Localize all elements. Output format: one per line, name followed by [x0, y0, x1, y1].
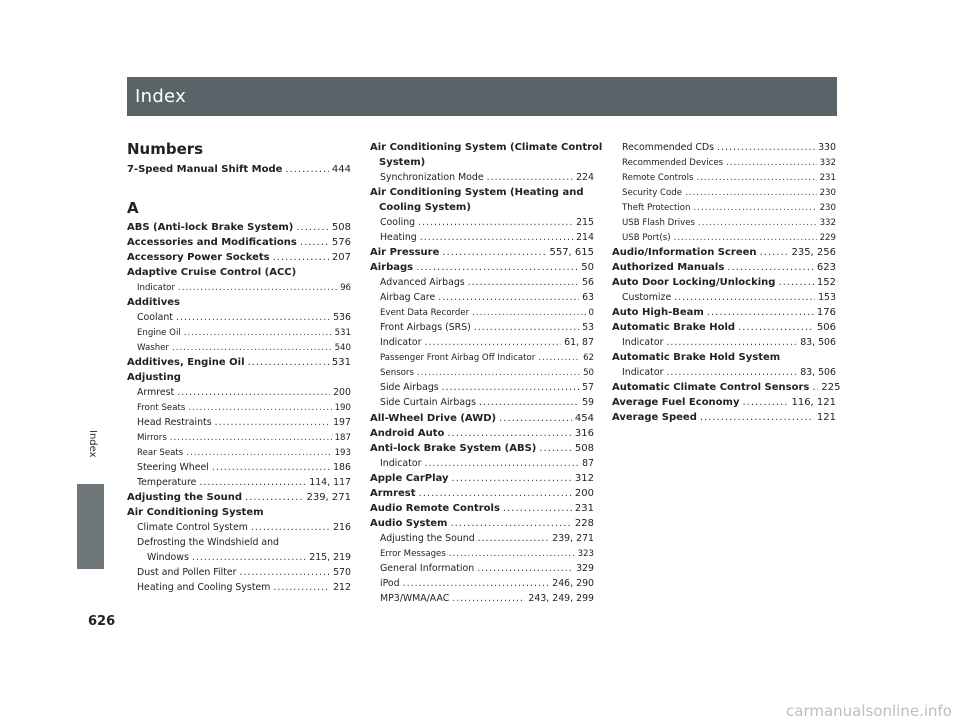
leader-dots [666, 336, 797, 350]
leader-dots [503, 502, 572, 516]
entry-label: Washer [137, 343, 169, 353]
entry-label: Armrest [370, 488, 416, 499]
section-heading-numbers: Numbers [127, 140, 204, 158]
entry-label: Recommended CDs [622, 142, 715, 153]
entry-label: Event Data Recorder [380, 308, 470, 318]
leader-dots [300, 236, 329, 250]
index-subentry[interactable] [380, 366, 594, 380]
entry-label: Front Airbags (SRS) [380, 322, 471, 333]
leader-dots [468, 276, 579, 290]
entry-label: Windows [147, 552, 189, 563]
index-subentry[interactable] [137, 581, 351, 595]
index-subentry[interactable] [622, 336, 836, 350]
entry-page: 536 [333, 312, 351, 323]
index-entry[interactable] [612, 396, 836, 410]
index-subentry[interactable] [137, 281, 351, 295]
entry-page: 332 [819, 158, 836, 168]
entry-label: Indicator [622, 337, 664, 348]
entry-page: 229 [819, 233, 836, 243]
index-entry[interactable] [127, 251, 351, 265]
entry-label: Automatic Climate Control Sensors [612, 382, 810, 393]
entry-page: 444 [331, 164, 351, 175]
index-entry[interactable] [370, 517, 594, 531]
leader-dots [416, 261, 578, 275]
entry-page: 557, 615 [549, 247, 594, 258]
entry-label: Temperature [137, 477, 197, 488]
index-heading: Additives [127, 297, 180, 308]
entry-page: 235, 256 [791, 247, 836, 258]
entry-page: 454 [574, 413, 594, 424]
entry-label: Rear Seats [137, 448, 184, 458]
entry-label: Synchronization Mode [380, 172, 484, 183]
index-subentry[interactable] [380, 562, 594, 576]
entry-page: 186 [333, 462, 351, 473]
leader-dots [447, 427, 572, 441]
leader-dots [172, 341, 332, 355]
entry-label: Theft Protection [622, 203, 691, 213]
index-subentry[interactable] [622, 156, 836, 170]
index-entry[interactable] [127, 356, 351, 370]
entry-page: 508 [331, 222, 351, 233]
leader-dots [738, 321, 814, 335]
leader-dots [538, 351, 580, 365]
entry-label: Coolant [137, 312, 173, 323]
entry-label: Accessory Power Sockets [127, 252, 270, 263]
index-subentry[interactable] [380, 381, 594, 395]
entry-page: 239, 271 [552, 533, 594, 544]
entry-page: 176 [816, 307, 836, 318]
leader-dots [188, 401, 331, 415]
index-subentry[interactable] [380, 321, 594, 335]
index-subentry[interactable] [137, 416, 351, 430]
index-subentry[interactable] [380, 291, 594, 305]
side-tab [77, 484, 104, 569]
leader-dots [479, 396, 579, 410]
entry-page: 231 [819, 173, 836, 183]
index-subentry[interactable] [380, 306, 594, 320]
entry-label: Airbags [370, 262, 414, 273]
index-entry[interactable] [612, 381, 841, 395]
leader-dots [674, 231, 817, 245]
leader-dots [420, 231, 573, 245]
entry-label: Mirrors [137, 433, 167, 443]
entry-label: Front Seats [137, 403, 186, 413]
leader-dots [452, 592, 525, 606]
index-subentry[interactable] [137, 446, 351, 460]
index-subentry[interactable] [137, 326, 351, 340]
page-title: Index [135, 86, 187, 107]
leader-dots [215, 416, 330, 430]
entry-page: 53 [582, 322, 594, 333]
leader-dots [418, 216, 573, 230]
index-entry[interactable] [370, 427, 594, 441]
index-subentry[interactable] [380, 577, 594, 591]
leader-dots [248, 356, 329, 370]
entry-page: 61, 87 [564, 337, 594, 348]
leader-dots [442, 381, 579, 395]
leader-dots [442, 246, 546, 260]
entry-label: Climate Control System [137, 522, 248, 533]
entry-label: Android Auto [370, 428, 445, 439]
leader-dots [539, 442, 572, 456]
leader-dots [477, 562, 573, 576]
entry-label: All-Wheel Drive (AWD) [370, 413, 497, 424]
entry-page: 215, 219 [309, 552, 351, 563]
entry-label: Automatic Brake Hold [612, 322, 736, 333]
leader-dots [438, 291, 579, 305]
leader-dots [273, 581, 330, 595]
index-subentry[interactable] [137, 431, 351, 445]
section-heading-a: A [127, 199, 139, 217]
index-entry[interactable] [612, 411, 836, 425]
entry-page: 508 [574, 443, 594, 454]
index-entry[interactable] [370, 472, 594, 486]
leader-dots [478, 532, 550, 546]
leader-dots [424, 457, 579, 471]
header-bar [127, 77, 837, 116]
index-heading: Air Conditioning System [127, 507, 264, 518]
entry-label: Engine Oil [137, 328, 181, 338]
entry-label: Armrest [137, 387, 175, 398]
entry-label: Dust and Pollen Filter [137, 567, 237, 578]
entry-label: Indicator [380, 337, 422, 348]
entry-page: 246, 290 [552, 578, 594, 589]
leader-dots [707, 306, 814, 320]
leader-dots [177, 386, 330, 400]
entry-label: USB Port(s) [622, 233, 671, 243]
entry-label: Average Speed [612, 412, 697, 423]
leader-dots [727, 261, 814, 275]
leader-dots [170, 431, 332, 445]
index-subentry[interactable] [137, 521, 351, 535]
entry-label: Auto High-Beam [612, 307, 704, 318]
side-section-label: Index [87, 430, 98, 458]
entry-label: Customize [622, 292, 672, 303]
index-entry[interactable] [370, 502, 594, 516]
entry-page: 316 [574, 428, 594, 439]
entry-label: Airbag Care [380, 292, 436, 303]
leader-dots [273, 251, 329, 265]
leader-dots [700, 411, 814, 425]
index-subentry[interactable] [622, 366, 836, 380]
index-subentry[interactable] [622, 201, 836, 215]
entry-label: Anti-lock Brake System (ABS) [370, 443, 537, 454]
leader-dots [424, 336, 561, 350]
entry-page: 116, 121 [791, 397, 836, 408]
entry-page: 187 [334, 433, 351, 443]
leader-dots [199, 476, 306, 490]
entry-page: 230 [819, 203, 836, 213]
entry-page: 540 [334, 343, 351, 353]
entry-label: Error Messages [380, 549, 446, 559]
index-subentry[interactable] [380, 592, 594, 606]
leader-dots [449, 547, 575, 561]
entry-page: 243, 249, 299 [528, 593, 594, 604]
index-subentry[interactable] [380, 547, 594, 561]
entry-label: Adjusting the Sound [127, 492, 242, 503]
index-subentry[interactable] [137, 461, 351, 475]
entry-label: MP3/WMA/AAC [380, 593, 450, 604]
entry-page: 230 [819, 188, 836, 198]
leader-dots [685, 186, 817, 200]
entry-label: Security Code [622, 188, 683, 198]
leader-dots [717, 141, 815, 155]
leader-dots [417, 366, 580, 380]
entry-page: 216 [333, 522, 351, 533]
index-entry[interactable] [612, 246, 836, 260]
index-subentry[interactable] [380, 171, 594, 185]
entry-page: 56 [582, 277, 594, 288]
index-entry[interactable] [370, 261, 594, 275]
entry-page: 200 [574, 488, 594, 499]
entry-label: Additives, Engine Oil [127, 357, 245, 368]
leader-dots [674, 291, 815, 305]
entry-page: 570 [333, 567, 351, 578]
index-subentry[interactable] [137, 476, 351, 490]
leader-dots [403, 577, 550, 591]
entry-page: 330 [818, 142, 836, 153]
entry-page: 193 [334, 448, 351, 458]
entry-page: 63 [582, 292, 594, 303]
index-heading: System) [379, 157, 426, 168]
entry-label: Side Curtain Airbags [380, 397, 476, 408]
index-entry[interactable] [127, 491, 351, 505]
index-entry[interactable] [612, 321, 836, 335]
entry-label: Audio System [370, 518, 448, 529]
entry-label: Accessories and Modifications [127, 237, 297, 248]
index-entry[interactable] [127, 221, 351, 235]
entry-label: Heating [380, 232, 417, 243]
entry-page: 224 [576, 172, 594, 183]
entry-page: 50 [583, 368, 594, 378]
index-subentry[interactable] [622, 291, 836, 305]
index-subentry[interactable] [137, 386, 351, 400]
entry-label: Adjusting the Sound [380, 533, 475, 544]
entry-label: Indicator [380, 458, 422, 469]
entry-page: 312 [574, 473, 594, 484]
entry-page: 231 [574, 503, 594, 514]
index-entry[interactable] [127, 236, 351, 250]
entry-label: Remote Controls [622, 173, 694, 183]
index-subentry[interactable] [137, 311, 351, 325]
entry-label: USB Flash Drives [622, 218, 696, 228]
index-heading: Cooling System) [379, 202, 471, 213]
index-subentry[interactable] [622, 231, 836, 245]
entry-label: Apple CarPlay [370, 473, 449, 484]
page-number: 626 [88, 614, 116, 629]
entry-page: 329 [576, 563, 594, 574]
entry-page: 531 [331, 357, 351, 368]
index-subentry[interactable] [380, 396, 594, 410]
index-subentry[interactable] [137, 341, 351, 355]
leader-dots [450, 517, 571, 531]
index-heading: Adaptive Cruise Control (ACC) [127, 267, 297, 278]
entry-page: 114, 117 [309, 477, 351, 488]
index-heading: Automatic Brake Hold System [612, 352, 781, 363]
entry-label: Authorized Manuals [612, 262, 725, 273]
entry-label: Audio Remote Controls [370, 503, 500, 514]
watermark: carmanualsonline.info [786, 702, 952, 720]
index-entry[interactable] [127, 163, 351, 177]
index-subentry[interactable] [622, 141, 836, 155]
leader-dots [212, 461, 330, 475]
entry-page: 531 [334, 328, 351, 338]
leader-dots [186, 446, 331, 460]
leader-dots [726, 156, 816, 170]
entry-label: Cooling [380, 217, 416, 228]
entry-page: 506 [816, 322, 836, 333]
leader-dots [487, 171, 573, 185]
leader-dots [178, 281, 337, 295]
entry-label: Steering Wheel [137, 462, 209, 473]
entry-page: 332 [819, 218, 836, 228]
index-subentry-label: Defrosting the Windshield and [137, 537, 280, 548]
entry-label: iPod [380, 578, 400, 589]
index-entry[interactable] [612, 306, 836, 320]
index-subentry[interactable] [622, 216, 836, 230]
leader-dots [419, 487, 572, 501]
entry-page: 87 [582, 458, 594, 469]
entry-page: 576 [331, 237, 351, 248]
entry-page: 197 [333, 417, 351, 428]
entry-page: 200 [333, 387, 351, 398]
index-subentry[interactable] [147, 551, 351, 565]
entry-label: Passenger Front Airbag Off Indicator [380, 353, 536, 363]
leader-dots [474, 321, 579, 335]
index-subentry[interactable] [380, 216, 594, 230]
leader-dots [696, 171, 816, 185]
leader-dots [760, 246, 789, 260]
index-subentry[interactable] [622, 171, 836, 185]
index-entry[interactable] [370, 246, 594, 260]
index-heading: Air Conditioning System (Climate Control [370, 142, 603, 153]
leader-dots [666, 366, 797, 380]
leader-dots [296, 221, 329, 235]
entry-page: 59 [582, 397, 594, 408]
entry-page: 228 [574, 518, 594, 529]
entry-page: 239, 271 [306, 492, 351, 503]
entry-page: 121 [816, 412, 836, 423]
entry-label: Air Pressure [370, 247, 440, 258]
index-subentry[interactable] [380, 351, 594, 365]
entry-page: 50 [581, 262, 594, 273]
index-entry[interactable] [612, 261, 836, 275]
entry-page: 62 [583, 353, 594, 363]
leader-dots [698, 216, 817, 230]
leader-dots [184, 326, 332, 340]
leader-dots [693, 201, 816, 215]
leader-dots [192, 551, 306, 565]
entry-page: 83, 506 [800, 367, 836, 378]
entry-label: Heating and Cooling System [137, 582, 271, 593]
entry-label: Recommended Devices [622, 158, 724, 168]
index-entry[interactable] [370, 442, 594, 456]
entry-page: 323 [577, 549, 594, 559]
entry-label: Advanced Airbags [380, 277, 465, 288]
entry-page: 215 [576, 217, 594, 228]
leader-dots [245, 491, 303, 505]
entry-label: ABS (Anti-lock Brake System) [127, 222, 294, 233]
leader-dots [176, 311, 330, 325]
entry-label: Indicator [137, 283, 175, 293]
entry-page: 623 [816, 262, 836, 273]
index-subentry[interactable] [380, 276, 594, 290]
entry-page: 190 [334, 403, 351, 413]
entry-label: Average Fuel Economy [612, 397, 740, 408]
entry-label: Head Restraints [137, 417, 212, 428]
leader-dots [240, 566, 331, 580]
entry-label: Sensors [380, 368, 414, 378]
entry-page: 83, 506 [800, 337, 836, 348]
index-entry[interactable] [370, 412, 594, 426]
leader-dots [499, 412, 572, 426]
leader-dots [472, 306, 585, 320]
entry-page: 207 [331, 252, 351, 263]
index-entry[interactable] [612, 276, 836, 290]
index-subentry[interactable] [380, 532, 594, 546]
entry-label: Audio/Information Screen [612, 247, 757, 258]
entry-label: 7-Speed Manual Shift Mode [127, 164, 283, 175]
entry-page: 0 [588, 308, 594, 318]
entry-page: 212 [333, 582, 351, 593]
entry-page: 152 [816, 277, 836, 288]
index-subentry[interactable] [380, 336, 594, 350]
index-subentry[interactable] [137, 401, 351, 415]
entry-page: 214 [576, 232, 594, 243]
index-subentry[interactable] [380, 457, 594, 471]
leader-dots [778, 276, 813, 290]
index-subentry[interactable] [380, 231, 594, 245]
leader-dots [451, 472, 571, 486]
entry-page: 96 [340, 283, 351, 293]
leader-dots [251, 521, 330, 535]
leader-dots [743, 396, 789, 410]
entry-page: 225 [821, 382, 841, 393]
entry-label: General Information [380, 563, 475, 574]
entry-page: 57 [582, 382, 594, 393]
entry-label: Auto Door Locking/Unlocking [612, 277, 776, 288]
entry-label: Indicator [622, 367, 664, 378]
index-entry[interactable] [370, 487, 594, 501]
index-heading: Adjusting [127, 372, 181, 383]
entry-label: Side Airbags [380, 382, 439, 393]
index-subentry[interactable] [622, 186, 836, 200]
entry-page: 153 [818, 292, 836, 303]
leader-dots [812, 381, 818, 395]
leader-dots [285, 163, 329, 177]
index-heading: Air Conditioning System (Heating and [370, 187, 584, 198]
index-subentry[interactable] [137, 566, 351, 580]
